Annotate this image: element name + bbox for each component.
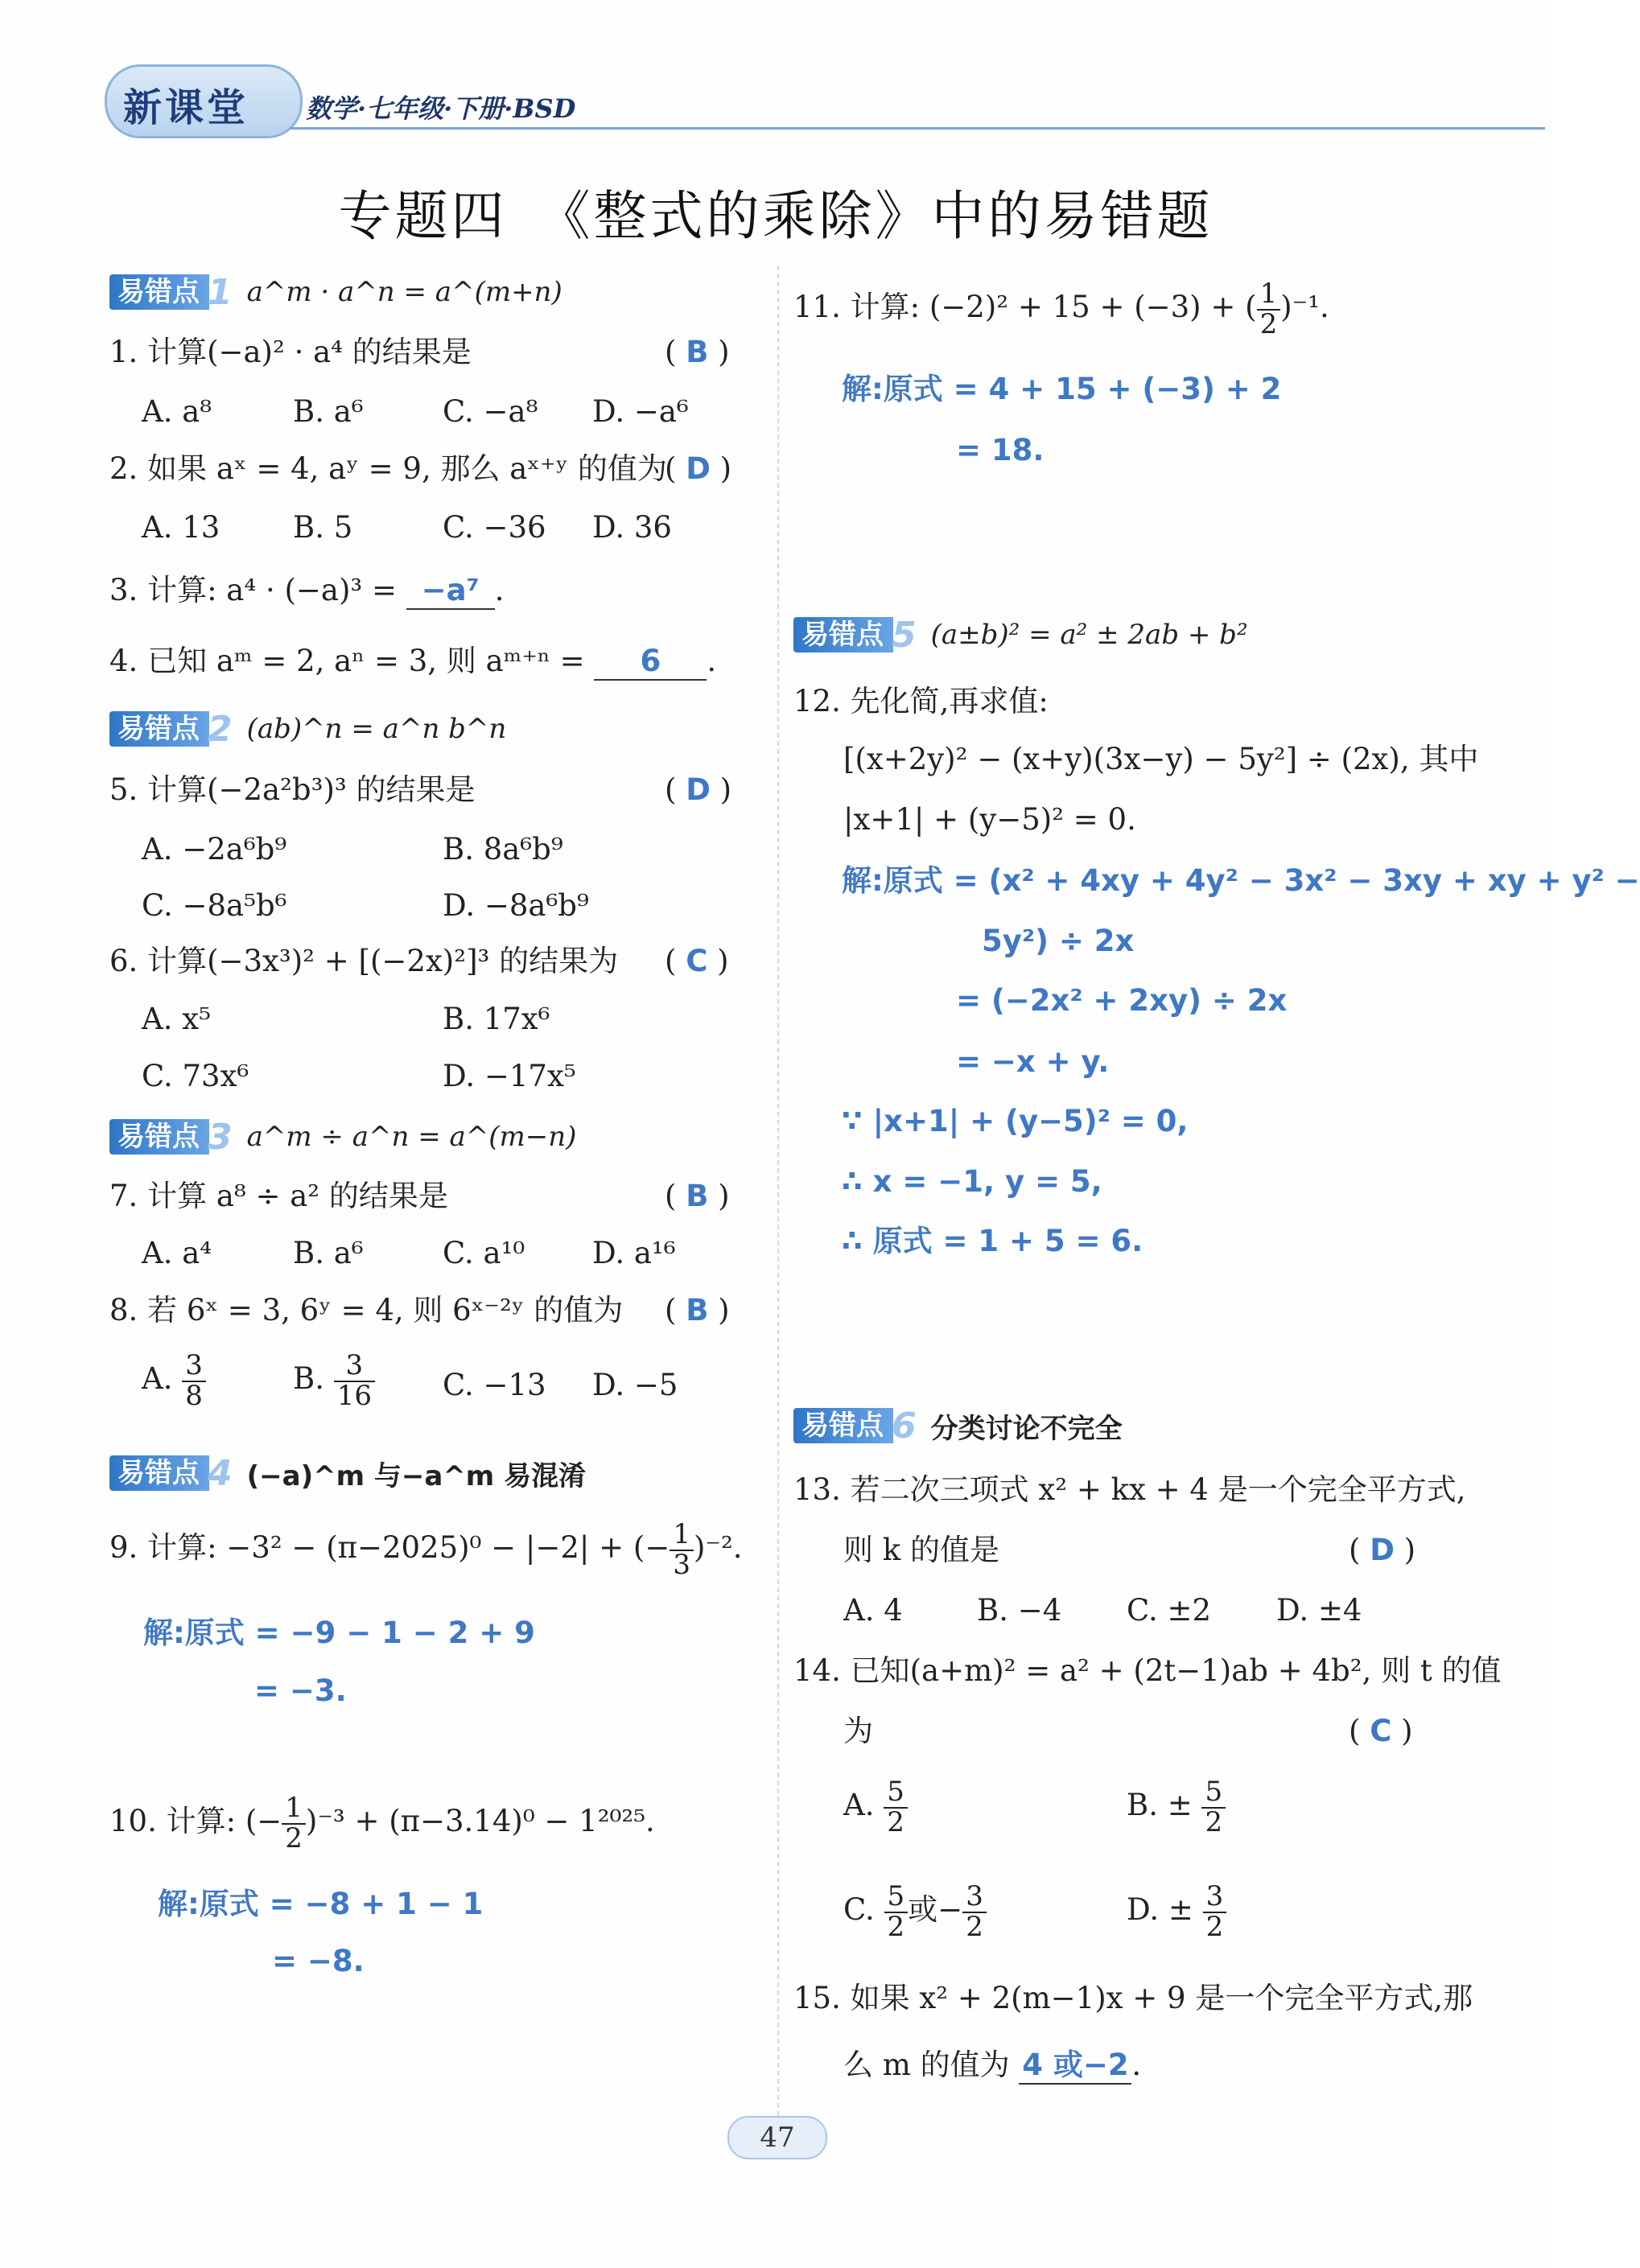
question-5-answer-box: ( D ) <box>665 772 732 807</box>
q6-option-d: D. −17x⁵ <box>443 1059 576 1093</box>
question-10-solution-line-2: = −8. <box>272 1944 365 1978</box>
q14-option-d: D. ± $\frac{3}{2}$ <box>1127 1883 1226 1941</box>
question-2-answer-box: ( D ) <box>665 451 732 486</box>
question-10-solution-line-1: 解:原式 = −8 + 1 − 1 <box>158 1887 484 1921</box>
question-13-answer-box: ( D ) <box>1349 1533 1416 1567</box>
q6-option-c: C. 73x⁶ <box>142 1059 249 1093</box>
question-3-answer: −a⁷ <box>406 573 495 610</box>
question-12-stem-line-3: |x+1| + (y−5)² = 0. <box>843 802 1136 837</box>
q14-option-c: C. $\frac{5}{2}$ 或− $\frac{3}{2}$ <box>843 1883 987 1941</box>
q13-option-d: D. ±4 <box>1276 1593 1362 1628</box>
question-14-stem-line-1: 14. 已知(a+m)² = a² + (2t−1)ab + 4b², 则 t 的值 <box>793 1653 1502 1688</box>
error-point-5: 易错点 5 (a±b)² = a² ± 2ab + b² <box>793 617 1248 652</box>
question-12-solution-line-1: 解:原式 = (x² + 4xy + 4y² − 3x² − 3xy + xy + y² − <box>842 863 1640 898</box>
q14-option-a: A. $\frac{5}{2}$ <box>843 1778 908 1837</box>
question-7-answer: B <box>686 1179 709 1213</box>
q7-option-a: A. a⁴ <box>142 1236 212 1270</box>
question-13-stem-line-1: 13. 若二次三项式 x² + kx + 4 是一个完全平方式, <box>793 1472 1466 1507</box>
fraction: $\frac{1}{2}$ <box>1257 280 1281 339</box>
question-12-solution-line-6: ∴ x = −1, y = 5, <box>842 1164 1102 1199</box>
fraction: $\frac{3}{16}$ <box>334 1352 375 1410</box>
question-8-answer: B <box>686 1293 709 1327</box>
logo <box>105 64 303 138</box>
question-11-solution-line-2: = 18. <box>956 433 1045 467</box>
question-10: 10. 计算: (− $\frac{1}{2}$ )⁻³ + (π−3.14)⁰ − 1²⁰²⁵. <box>109 1792 655 1854</box>
page-title: 专题四 《整式的乘除》中的易错题 <box>338 185 1214 247</box>
question-2-answer: D <box>686 451 711 486</box>
error-point-2: 易错点 2 (ab)^n = a^n b^n <box>109 711 506 747</box>
question-5-answer: D <box>686 772 711 807</box>
question-15-answer: 4 或−2 <box>1019 2048 1131 2085</box>
question-12-stem-line-1: 12. 先化简,再求值: <box>793 684 1049 718</box>
fraction: $\frac{3}{2}$ <box>962 1883 987 1941</box>
question-6-stem: 6. 计算(−3x³)² + [(−2x)²]³ 的结果为 <box>109 944 619 978</box>
question-9-solution-line-1: 解:原式 = −9 − 1 − 2 + 9 <box>143 1616 535 1650</box>
question-15-stem-line-1: 15. 如果 x² + 2(m−1)x + 9 是一个完全平方式,那 <box>793 1981 1473 2015</box>
q8-option-b: B. $\frac{3}{16}$ <box>293 1352 375 1410</box>
q8-option-c: C. −13 <box>443 1368 546 1402</box>
question-7-answer-box: ( B ) <box>665 1179 730 1213</box>
question-15-stem-line-2: 么 m 的值为 4 或−2 . <box>843 2048 1141 2085</box>
fraction: $\frac{5}{2}$ <box>1201 1778 1226 1837</box>
question-1-stem: 1. 计算(−a)² · a⁴ 的结果是 <box>109 335 472 369</box>
question-12-solution-line-5: ∵ |x+1| + (y−5)² = 0, <box>842 1104 1189 1138</box>
question-13-answer: D <box>1370 1533 1395 1567</box>
question-6-answer-box: ( C ) <box>665 944 729 978</box>
question-9-solution-line-2: = −3. <box>254 1673 347 1708</box>
q14-option-b: B. ± $\frac{5}{2}$ <box>1127 1778 1226 1837</box>
error-point-1: 易错点 1 a^m · a^n = a^(m+n) <box>109 274 562 310</box>
q7-option-c: C. a¹⁰ <box>443 1236 525 1270</box>
question-2-stem: 2. 如果 aˣ = 4, aʸ = 9, 那么 aˣ⁺ʸ 的值为 <box>109 451 667 486</box>
fraction: $\frac{5}{2}$ <box>884 1883 909 1941</box>
q2-option-c: C. −36 <box>443 510 546 545</box>
q13-option-a: A. 4 <box>843 1593 903 1628</box>
q1-option-a: A. a⁸ <box>142 394 212 429</box>
question-3: 3. 计算: a⁴ · (−a)³ = −a⁷ . <box>109 573 505 610</box>
question-8-stem: 8. 若 6ˣ = 3, 6ʸ = 4, 则 6ˣ⁻²ʸ 的值为 <box>109 1293 624 1327</box>
q2-option-a: A. 13 <box>142 510 220 545</box>
q2-option-b: B. 5 <box>293 510 353 545</box>
question-12-solution-line-7: ∴ 原式 = 1 + 5 = 6. <box>842 1224 1143 1258</box>
question-14-answer: C <box>1370 1714 1392 1748</box>
fraction: $\frac{3}{2}$ <box>1203 1883 1227 1941</box>
question-12-solution-line-4: = −x + y. <box>956 1044 1110 1079</box>
fraction: $\frac{3}{8}$ <box>182 1352 206 1410</box>
question-6-answer: C <box>686 944 708 978</box>
question-1-answer-box: ( B ) <box>665 335 730 369</box>
header-rule <box>290 127 1545 130</box>
question-11: 11. 计算: (−2)² + 15 + (−3) + ( $\frac{1}{2}$ )⁻¹. <box>793 278 1329 340</box>
q13-option-b: B. −4 <box>977 1593 1062 1628</box>
column-divider <box>777 265 779 2116</box>
error-point-6: 易错点 6 分类讨论不完全 <box>793 1408 1123 1443</box>
q7-option-d: D. a¹⁶ <box>592 1236 676 1270</box>
q8-option-a: A. $\frac{3}{8}$ <box>142 1352 206 1410</box>
q5-option-d: D. −8a⁶b⁹ <box>443 888 589 923</box>
q6-option-a: A. x⁵ <box>142 1002 211 1036</box>
question-11-solution-line-1: 解:原式 = 4 + 15 + (−3) + 2 <box>842 372 1282 406</box>
page-number: 47 <box>727 2116 827 2159</box>
q5-option-a: A. −2a⁶b⁹ <box>142 832 287 866</box>
question-12-solution-line-3: = (−2x² + 2xy) ÷ 2x <box>956 983 1288 1018</box>
q5-option-b: B. 8a⁶b⁹ <box>443 832 563 866</box>
question-8-answer-box: ( B ) <box>665 1293 730 1327</box>
q7-option-b: B. a⁶ <box>293 1236 364 1270</box>
fraction: $\frac{5}{2}$ <box>884 1778 908 1837</box>
question-13-stem-line-2: 则 k 的值是 <box>843 1533 999 1567</box>
q1-option-b: B. a⁶ <box>293 394 364 429</box>
q8-option-d: D. −5 <box>592 1368 678 1402</box>
question-4: 4. 已知 aᵐ = 2, aⁿ = 3, 则 aᵐ⁺ⁿ = 6 . <box>109 644 716 681</box>
fraction: $\frac{1}{2}$ <box>282 1794 306 1853</box>
q2-option-d: D. 36 <box>592 510 672 545</box>
logo-text: 新课堂 <box>123 85 249 130</box>
question-4-answer: 6 <box>594 644 707 681</box>
question-7-stem: 7. 计算 a⁸ ÷ a² 的结果是 <box>109 1179 448 1213</box>
header-subtitle: 数学·七年级·下册·BSD <box>306 93 576 124</box>
error-point-4: 易错点 4 (−a)^m 与−a^m 易混淆 <box>109 1455 586 1491</box>
fraction: $\frac{1}{3}$ <box>670 1521 694 1579</box>
q6-option-b: B. 17x⁶ <box>443 1002 550 1036</box>
question-12-stem-line-2: [(x+2y)² − (x+y)(3x−y) − 5y²] ÷ (2x), 其中 <box>843 742 1479 776</box>
header <box>105 64 1440 137</box>
question-5-stem: 5. 计算(−2a²b³)³ 的结果是 <box>109 772 476 807</box>
error-point-3: 易错点 3 a^m ÷ a^n = a^(m−n) <box>109 1119 576 1155</box>
question-1-answer: B <box>686 335 709 369</box>
q13-option-c: C. ±2 <box>1127 1593 1212 1628</box>
question-14-answer-box: ( C ) <box>1349 1714 1413 1748</box>
q5-option-c: C. −8a⁵b⁶ <box>142 888 287 923</box>
q1-option-c: C. −a⁸ <box>443 394 538 429</box>
q1-option-d: D. −a⁶ <box>592 394 689 429</box>
question-9: 9. 计算: −3² − (π−2025)⁰ − |−2| + (− $\frac{1}{3}$ )⁻². <box>109 1518 743 1581</box>
question-12-solution-line-2: 5y²) ÷ 2x <box>982 924 1135 958</box>
question-14-stem-line-2: 为 <box>843 1714 873 1748</box>
